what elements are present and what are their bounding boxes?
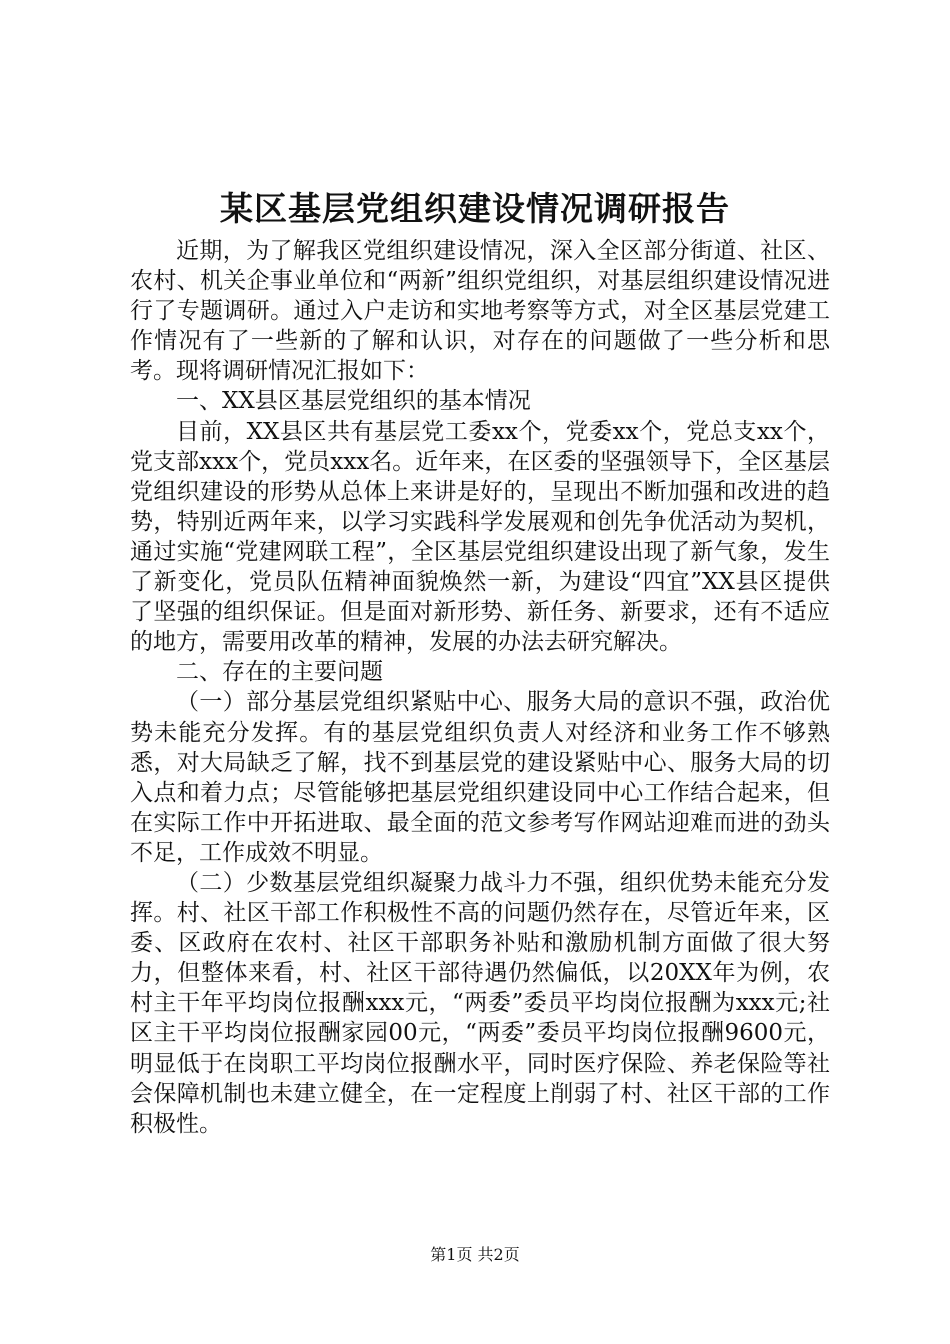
- section-heading-basic-situation: 一、XX县区基层党组织的基本情况: [176, 388, 531, 415]
- document-title: 某区基层党组织建设情况调研报告: [220, 189, 730, 228]
- page-number-footer: 第1页 共2页: [430, 1245, 520, 1264]
- basic-situation-paragraph: 目前，XX县区共有基层党工委xx个，党委xx个，党总支xx个，党支部xxx个，党员xxx名。近年来，在区委的坚强领导下，全区基层党组织建设的形势从总体上来讲是好的，呈现出不断加强和改进的趋势，特别近两年来，以学习实践科学发展观和创先争优活动为契机，通过实施“党建网联工程”，全区基层党组织建设出现了新气象，发生了新变化，党员队伍精神面貌焕然一新，为建设“四宜”XX县区提供了坚强的组织保证。但是面对新形势、新任务、新要求，还有不适应的地方，需要用改革的精神，发展的办法去研究解决。: [130, 418, 830, 656]
- section-heading-main-problems: 二、存在的主要问题: [176, 659, 383, 686]
- intro-paragraph: 近期，为了解我区党组织建设情况，深入全区部分街道、社区、农村、机关企事业单位和“两新”组织党组织，对基层组织建设情况进行了专题调研。通过入户走访和实地考察等方式，对全区基层党建工作情况有了一些新的了解和认识，对存在的问题做了一些分析和思考。现将调研情况汇报如下：: [130, 238, 830, 385]
- problem-one-paragraph: （一）部分基层党组织紧贴中心、服务大局的意识不强，政治优势未能充分发挥。有的基层党组织负责人对经济和业务工作不够熟悉，对大局缺乏了解，找不到基层党的建设紧贴中心、服务大局的切入点和着力点；尽管能够把基层党组织建设同中心工作结合起来，但在实际工作中开拓进取、最全面的范文参考写作网站迎难而进的劲头不足，工作成效不明显。: [130, 689, 830, 866]
- document-body: [130, 236, 830, 1139]
- problem-two-paragraph: （二）少数基层党组织凝聚力战斗力不强，组织优势未能充分发挥。村、社区干部工作积极性不高的问题仍然存在，尽管近年来，区委、区政府在农村、社区干部职务补贴和激励机制方面做了很大努力，但整体来看，村、社区干部待遇仍然偏低，以20XX年为例，农村主干年平均岗位报酬xxx元，“两委”委员平均岗位报酬为xxx元;社区主干平均岗位报酬家园00元，“两委”委员平均岗位报酬9600元，明显低于在岗职工平均岗位报酬水平，同时医疗保险、养老保险等社会保障机制也未建立健全，在一定程度上削弱了村、社区干部的工作积极性。: [130, 869, 830, 1137]
